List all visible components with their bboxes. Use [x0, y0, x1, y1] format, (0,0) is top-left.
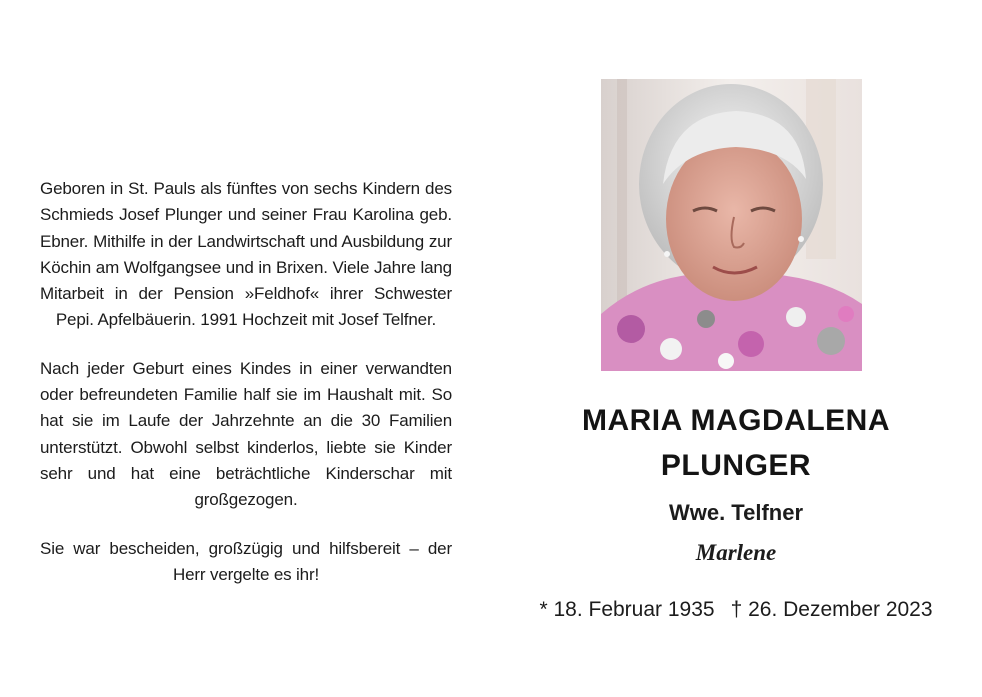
death-date: † 26. Dezember 2023	[730, 598, 933, 621]
biography-paragraph-3: Sie war bescheiden, großzügig und hilfsbereit – der Herr vergelte es ihr!	[40, 538, 452, 584]
life-dates	[536, 598, 936, 622]
birth-date: * 18. Februar 1935	[539, 598, 715, 621]
nickname: Marlene	[695, 540, 777, 565]
portrait-photo	[601, 79, 862, 371]
name-line-1: MARIA MAGDALENA	[581, 404, 891, 437]
biography-paragraph-1: Geboren in St. Pauls als fünftes von sechs Kindern des Schmieds Josef Plunger und seiner Frau Karolina geb. Ebner. Mithilfe in der Landwirtschaft und Ausbildung zur Köchin am Wolfgangsee und in Brixen. Viele Jahre lang Mitarbeit in der Pension »Feldhof« ihrer Schwester Pepi. Apfelbäuerin. 1991 Hochzeit mit Josef Telfner.	[40, 179, 452, 330]
widow-of: Wwe. Telfner	[668, 500, 804, 525]
name-line-2: PLUNGER	[660, 449, 812, 482]
biography	[40, 176, 452, 588]
biography-paragraph-2: Nach jeder Geburt eines Kindes in einer verwandten oder befreundeten Familie half sie im Haushalt mit. So hat sie im Laufe der Jahrzehnte an die 30 Familien unterstützt. Obwohl selbst kinderlos, liebte sie Kinder sehr und hat eine beträchtliche Kinderschar mit großgezogen.	[40, 358, 452, 510]
